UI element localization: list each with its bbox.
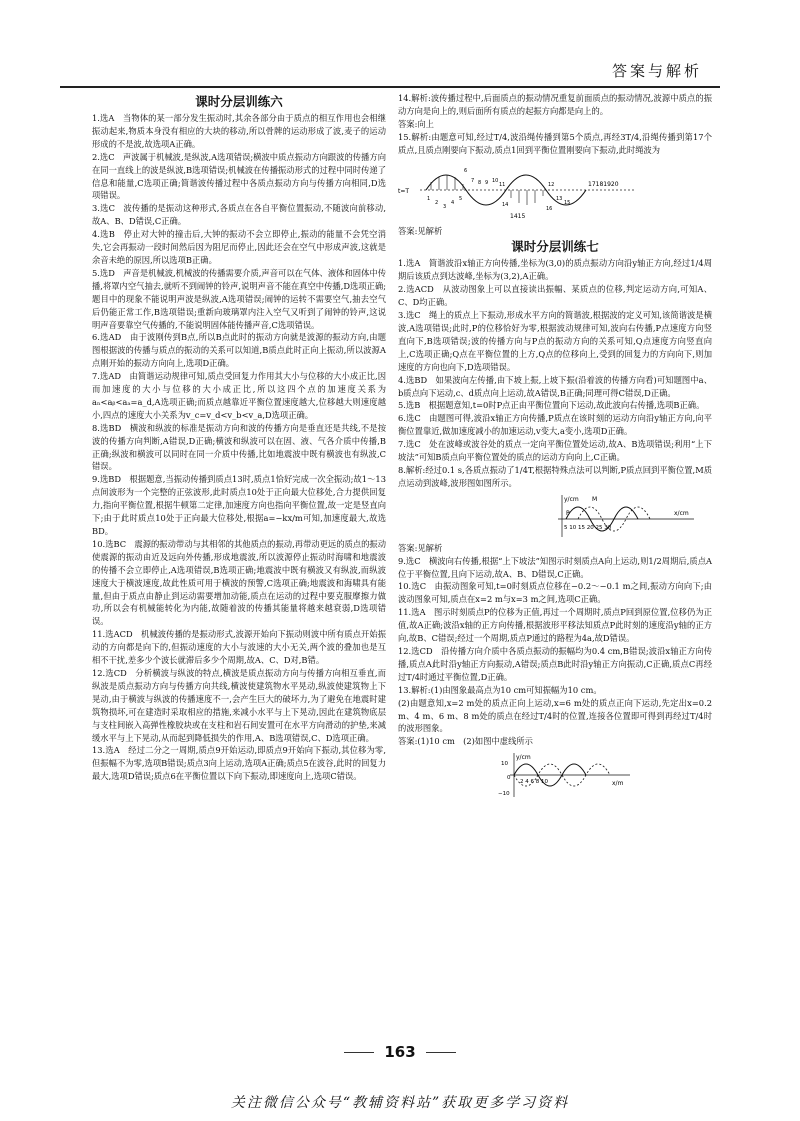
point-label: 6 (464, 167, 468, 174)
answer-item: 2.选C 声波属于机械波,是纵波,A选项错误;横波中质点振动方向跟波的传播方向在同一直线上的波是纵波,B选项错误;机械波在传播振动形式的过程中同时传递了信息和能量,C选项正确;简谐波传播过程中各质点振动方向与传播方向相同,D选项错误。 (92, 151, 386, 201)
answer-item: 13.选A 经过二分之一周期,质点9开始运动,即质点9开始向下振动,其位移为零,但振幅不为零,选项B错误;质点3向上运动,选项A正确;质点5在波谷,此时的回复力最大,选项D错误;质点6在平衡位置以下向下振动,即速度向上,选项C错误。 (92, 745, 386, 782)
answer-item: 3.选C 绳上的质点上下振动,形成水平方向的简谐波,根据波的定义可知,该简谐波是横波,A选项错误;此时,P的位移恰好为零,根据波动规律可知,波向右传播,P点速度方向竖直向下,B选项错误;波的传播方向与P点的振动方向的关系可知,Q点速度方向竖直向上,C选项正确;Q点在平衡位置的上方,Q点的位移向上,受到的回复力的方向向下,则加速度的方向也向下,D选项错误。 (398, 310, 712, 372)
axis-x-label: x/m (612, 780, 624, 788)
answer-item: 8.解析:经过0.1 s,各质点振动了1/4T,根据特殊点法可以判断,P质点回到平衡位置,M质点运动到波峰,波形图如图所示。 (398, 464, 712, 488)
section-title-6: 课时分层训练六 (195, 94, 283, 109)
point-label: 2 (435, 199, 439, 206)
point-label: 15 (564, 199, 571, 206)
section-title-7: 课时分层训练七 (511, 239, 599, 255)
wave-top-label: 17181920 (588, 180, 619, 188)
axis-x-ticks: 5 10 15 20 25 30 (564, 524, 612, 531)
answer-item: 10.选C 由振动图象可知,t=0时刻质点位移在−0.2～−0.1 m之间,振动方向向下;由波动图象可知,质点在x=2 m与x=3 m之间,选项C正确。 (398, 581, 712, 605)
point-label: 14 (502, 201, 509, 208)
answer-item: 11.选A 图示时刻质点P的位移为正值,再过一个周期时,质点P回到原位置,位移仍为正值,故A正确;波沿x轴的正方向传播,根据波形平移法知质点P此时刻的速度沿y轴的正方向,故B、C错误;经过一个周期,质点P通过的路程为4a,故D错误。 (398, 607, 712, 644)
wave-time-label: t=T (398, 187, 410, 195)
footer-note: 关注微信公众号“教辅资料站”获取更多学习资料 (230, 1095, 570, 1111)
answer-item: 4.选B 停止对大钟的撞击后,大钟的振动不会立即停止,振动的能量不会凭空消失,它会再振动一段时间然后因为阻尼而停止,因此还会在空气中形成声波,这就是余音未绝的原因,所以选项B正确。 (92, 229, 386, 265)
answer-item: 9.选C 横波向右传播,根据“上下坡法”知图示时刻质点A向上运动,则1/2周期后,质点A位于平衡位置,且向下运动,故A、B、D错误,C正确。 (398, 555, 712, 579)
answer-item: 7.选C 处在波峰或波谷处的质点一定向平衡位置处运动,故A、B选项错误;利用“上下坡法”可知B质点向平衡位置处的质点的运动方向向上,C正确。 (398, 439, 712, 463)
header-title: 答案与解析 (611, 62, 702, 80)
point-label: 11 (499, 181, 506, 188)
answer-item: 12.选CD 分析横波与纵波的特点,横波是质点振动方向与传播方向相互垂直,而纵波是质点振动方向与传播方向共线,横波使建筑物水平晃动,纵波使建筑物上下晃动,由于横波与纵波的传播速度不一,会产生巨大的破坏力,为了避免在地震时建筑物损坏,可在建造时采取相应的措施,来减小水平与上下晃动,因此在建筑物底层与支柱间嵌入高弹性橡胶块或在支柱和岩石间安置可在水平方向滑动的护垫,来减缓水平与上下晃动,从而起到降低损失的作用,A、B选项错误,C、D选项正确。 (92, 667, 386, 743)
answer-item: 8.选BD 横波和纵波的标准是振动方向和波的传播方向是垂直还是共线,不是按波的传播方向判断,A错误,D正确;横波和纵波可以在固、液、气各介质中传播,B正确;纵波和横波可以同时在同一介质中传播,比如地震波中既有横波也有纵波,C错误。 (92, 422, 386, 472)
answer-item: 3.选C 波传播的是振动这种形式,各质点在各自平衡位置振动,不随波向前移动,故A、B、D错误,C正确。 (92, 203, 386, 227)
page-number-text: 163 (384, 1043, 416, 1061)
axis-y-label: y/cm (516, 754, 531, 762)
answer-item: 1.选A 简谐波沿x轴正方向传播,坐标为(3,0)的质点振动方向沿y轴正方向,经过1/4周期后该质点到达波峰,坐标为(3,2),A正确。 (398, 258, 712, 282)
answer-item: 4.选BD 如果波向左传播,由下坡上振,上坡下振(沿着波的传播方向看)可知题图中a、b质点向下运动,c、d质点向上运动,故A错误,B正确;同理可得C错误,D正确。 (398, 374, 712, 398)
answer-item: 14.解析:波传播过程中,后面质点的振动情况重复前面质点的振动情况,波源中质点的振动方向是向上的,则后面所有质点的起振方向都是向上的。 (398, 93, 712, 116)
answer-line: 答案:见解析 (398, 542, 443, 553)
answer-line: 答案:向上 (398, 118, 434, 129)
point-label: 10 (492, 177, 499, 184)
y-tick-bottom: −10 (498, 791, 510, 798)
page-header (60, 56, 720, 88)
answer-item: 13.解析:(1)由图象最高点为10 cm可知振幅为10 cm。 (398, 684, 602, 695)
answer-item: (2)由题意知,x=2 m处的质点正向上运动,x=6 m处的质点正向下运动,先定出x=0.2 m、4 m、6 m、8 m处的质点在经过T/4时的位置,连接各位置即可得到再经过T/4时的波形图象。 (398, 697, 712, 734)
rope-wave-figure (398, 160, 638, 222)
point-p-label: P (566, 509, 570, 517)
point-label: 4 (451, 199, 455, 206)
wave-bottom-label: 1415 (510, 212, 526, 220)
answer-line: 答案:见解析 (398, 225, 443, 236)
left-column (92, 92, 386, 783)
point-m-label: M (592, 495, 598, 503)
point-label: 13 (556, 195, 563, 202)
point-label: 12 (548, 181, 555, 188)
point-label: 3 (443, 203, 447, 210)
answer-item: 6.选AD 由于波刚传到B点,所以B点此时的振动方向就是波源的振动方向,由题图根据波的传播与质点的振动的关系可以知道,B质点此时正向上振动,所以波源A点刚开始的振动方向向上,选项D正确。 (92, 332, 386, 369)
answer-item: 11.选ACD 机械波传播的是振动形式,波源开始向下振动则波中所有质点开始振动的方向都是向下的,但振动速度的大小与波速的大小无关,两个波的叠加也是互相不干扰,差多少个波长就滞后多少个周期,故A、C、D对,B错。 (92, 629, 386, 666)
axis-x-label: x/cm (674, 509, 689, 517)
answer-item: 10.选BC 震源的振动带动与其相邻的其他质点的振动,再带动更远的质点的振动使震源的振动由近及远向外传播,形成地震波,所以波源停止振动时海啸和地震波的传播不会立即停止,A选项错误,B选项正确;地震波中既有横波又有纵波,而纵波速度大于横波速度,故此性质可用于横波的预警,C选项正确;地震波和海啸具有能量,但由于质点由静止到运动需要增加动能,质点在运动的过程中要克服摩擦力做功,所以会有机械能转化为内能,故随着波的传播其能量将越来越衰弱,D选项错误。 (92, 538, 386, 627)
answer-item: 5.选B 根据题意知,t=0时P点正由平衡位置向下运动,故此波向右传播,选项B正确。 (398, 400, 705, 411)
answer-item: 15.解析:由题意可知,经过T/4,波沿绳传播到第5个质点,再经3T/4,沿绳传播到第17个质点,且质点刚要向下振动,质点1回到平衡位置刚要向下振动,此时绳波为 (398, 131, 712, 155)
answer-line: 答案:(1)10 cm (2)如图中虚线所示 (398, 736, 533, 747)
point-label: 7 (471, 177, 475, 184)
answer-item: 9.选BD 根据题意,当振动传播到质点13时,质点1恰好完成一次全振动;故1～13点间波形为一个完整的正弦波形,此时质点10处于正向最大位移处,合力提供回复力,指向平衡位置,根据牛顿第二定律,加速度方向也指向平衡位置,故一定是竖直向下;由于此时质点10处于正向最大位移处,根据a=−kx/m可知,加速度最大,故选BD。 (92, 474, 386, 536)
point-label: 8 (478, 179, 482, 186)
point-label: 9 (485, 179, 489, 186)
page-number (0, 1043, 800, 1061)
y-tick-top: 10 (501, 761, 508, 768)
axis-y-label: y/cm (564, 495, 579, 503)
answer-item: 12.选CD 沿传播方向介质中各质点振动的振幅均为0.4 cm,B错误;波沿x轴正方向传播,质点A此时沿y轴正方向振动,A错误;质点B此时沿y轴正方向振动,C正确,质点C再经过T/4时通过平衡位置,D正确。 (398, 646, 712, 682)
y-tick-zero: 0 (507, 775, 511, 782)
answer-item: 7.选AD 由简谐运动规律可知,质点受回复力作用其大小与位移的大小成正比,因而加速度的大小与位移的大小成正比,所以这四个点的加速度关系为aₙ<aᵦ<aₐ=a_d,A选项正确;而质点越靠近平衡位置速度越大,位移越大则速度越小,四点的速度大小关系为v_c=v_d<v_b<v_a,D选项正确。 (92, 371, 386, 420)
wave-figure-13 (498, 751, 638, 799)
axis-x-ticks: 2 4 6 8 10 (520, 779, 548, 786)
answer-item: 2.选ACD 从波动图象上可以直接读出振幅、某质点的位移,判定运动方向,可知A、C、D均正确。 (398, 284, 712, 308)
point-label: 16 (546, 205, 553, 212)
answer-item: 6.选C 由题图可得,波沿x轴正方向传播,P质点在该时刻的运动方向沿y轴正方向,向平衡位置靠近,做加速度减小的加速运动,v变大,a变小,选项D正确。 (398, 413, 712, 437)
answer-item: 5.选D 声音是机械波,机械波的传播需要介质,声音可以在气体、液体和固体中传播,将罩内空气抽去,就听不到闹钟的铃声,说明声音不能在真空中传播,D选项正确;题目中的现象不能说明声波是纵波,A选项错误;闹钟的运转不需要空气,抽去空气后仍能正常工作,B选项错误;重新向玻璃罩内注入空气又听到了闹钟的铃声,这说明声音要靠空气传播的,不能说明固体能传播声音,C选项错误。 (92, 267, 386, 330)
point-label: 5 (459, 195, 463, 202)
answer-item: 1.选A 当物体的某一部分发生振动时,其余各部分由于质点的相互作用也会相继振动起来,物质本身没有相应的大块的移动,所以骨牌的运动形成了波,麦子的运动形成的不是波,故选项A正确。 (92, 113, 386, 149)
point-label: 1 (427, 195, 431, 202)
wave-figure-8 (548, 493, 698, 539)
right-column (398, 92, 712, 802)
